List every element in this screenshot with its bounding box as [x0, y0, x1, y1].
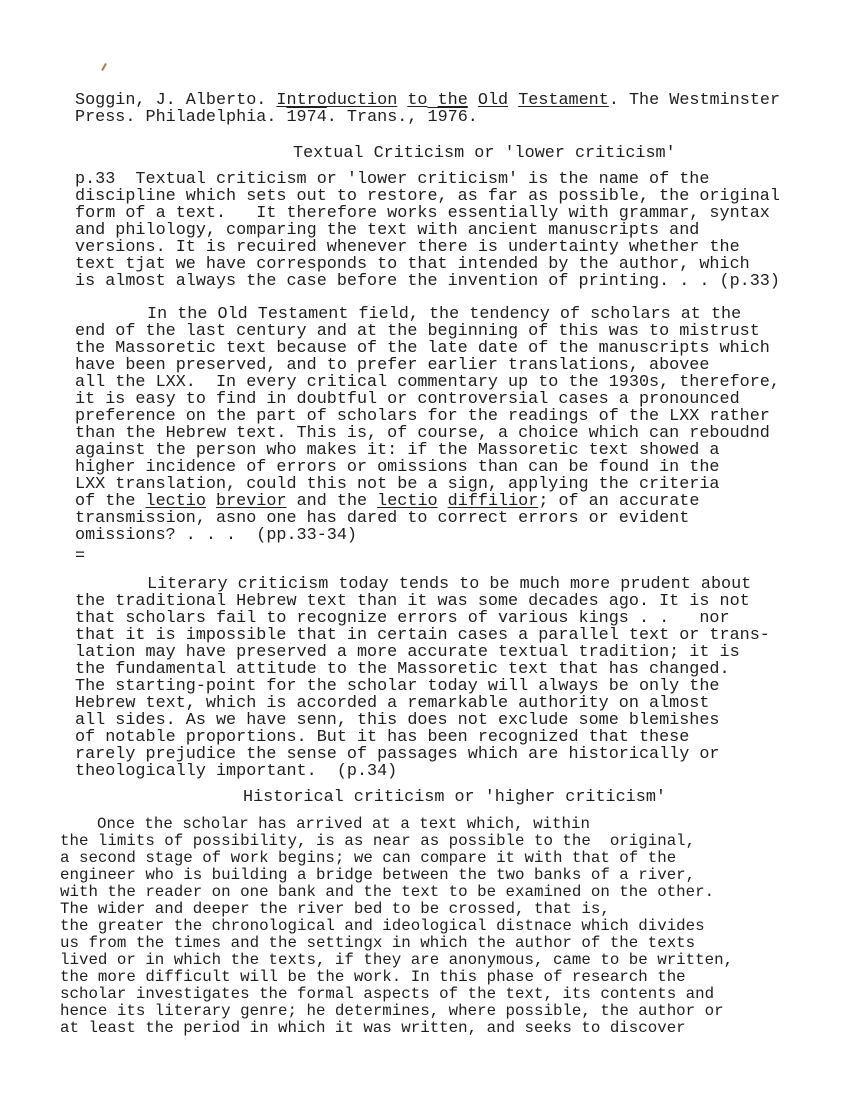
text-line: us from the times and the settingx in which the author of the texts: [60, 934, 696, 952]
text-line: lived or in which the texts, if they are anonymous, came to be written,: [60, 951, 734, 969]
paragraph-historical-criticism: [60, 816, 733, 1037]
text-line: have been preserved, and to prefer earlier translations, abovee: [75, 356, 710, 375]
text-line: Hebrew text, which is accorded a remarkable authority on almost: [75, 694, 710, 713]
text-line: form of a text. It therefore works essentially with grammar, syntax: [75, 204, 770, 223]
text-line: scholar investigates the formal aspects of the text, its contents and: [60, 985, 715, 1003]
citation-line: [75, 109, 780, 126]
underlined-title-word: diffilior: [447, 492, 539, 511]
text-line: all sides. As we have senn, this does not exclude some blemishes: [75, 711, 720, 730]
text-line: against the person who makes it: if the Massoretic text showed a: [75, 441, 720, 460]
text-segment: and the: [286, 492, 378, 511]
pen-mark: [101, 63, 107, 71]
text-line: text tjat we have corresponds to that intended by the author, which: [75, 255, 750, 274]
separator-mark: =: [75, 547, 86, 566]
text-line: a second stage of work begins; we can compare it with that of the: [60, 849, 677, 867]
text-line: end of the last century and at the beginning of this was to mistrust: [75, 322, 760, 341]
section-heading-textual-criticism: Textual Criticism or 'lower criticism': [293, 144, 676, 163]
text-segment: Press. Philadelphia.: [75, 108, 287, 127]
text-segment: . Trans.,: [326, 108, 428, 127]
text-line: discipline which sets out to restore, as far as possible, the original: [75, 187, 780, 206]
text-line: LXX translation, could this not be a sign, applying the criteria: [75, 475, 720, 494]
text-segment: Soggin, J. Alberto.: [75, 91, 277, 110]
underlined-title-word: to: [407, 91, 428, 110]
text-line: p.33 Textual criticism or 'lower criticism' is the name of the: [75, 170, 710, 189]
text-line: the more difficult will be the work. In this phase of research the: [60, 968, 686, 986]
text-line: Once the scholar has arrived at a text which, within: [97, 815, 590, 833]
text-line: the Massoretic text because of the late date of the manuscripts which: [75, 339, 770, 358]
paragraph-old-testament-field: [75, 306, 780, 544]
text-line: with the reader on one bank and the text to be examined on the other.: [60, 883, 715, 901]
text-line: the traditional Hebrew text than it was some decades ago. It is not: [75, 592, 750, 611]
section-heading-historical-criticism: Historical criticism or 'higher criticism': [243, 788, 666, 807]
paragraph-literary-criticism: [75, 576, 770, 780]
citation: [75, 92, 780, 126]
text-line: and philology, comparing the text with ancient manuscripts and: [75, 221, 700, 240]
text-line: The starting-point for the scholar today will always be only the: [75, 677, 720, 696]
text-segment: 1974: [286, 108, 327, 127]
text-line: engineer who is building a bridge between the two banks of a river,: [60, 866, 696, 884]
underlined-title-word: lectio: [145, 492, 206, 511]
text-line: theologically important. (p.34): [75, 762, 398, 781]
text-line: that it is impossible that in certain cases a parallel text or trans-: [75, 626, 770, 645]
text-line: hence its literary genre; he determines, where possible, the author or: [60, 1002, 724, 1020]
text-line: The wider and deeper the river bed to be crossed, that is,: [60, 900, 610, 918]
text-segment: ; of an accurate: [538, 492, 700, 511]
citation-line: [75, 92, 780, 109]
text-line: preference on the part of scholars for the readings of the LXX rather: [75, 407, 770, 426]
text-line: lation may have preserved a more accurate textual tradition; it is: [75, 643, 740, 662]
text-line: rarely prejudice the sense of passages which are historically or: [75, 745, 720, 764]
underlined-title-word: Introduction: [276, 91, 398, 110]
underlined-title-word: Testament: [518, 91, 609, 110]
text-line: that scholars fail to recognize errors of various kings . . nor: [75, 609, 730, 628]
underlined-title-word: the: [437, 91, 468, 110]
text-line: the limits of possibility, is as near as possible to the original,: [60, 832, 696, 850]
text-line: versions. It is recuired whenever there is undertainty whether the: [75, 238, 740, 257]
text-line: In the Old Testament field, the tendency of scholars at the: [147, 305, 742, 324]
paragraph-textual-criticism: [75, 171, 780, 290]
text-line: [75, 493, 780, 510]
text-line: the fundamental attitude to the Massoretic text that has changed.: [75, 660, 730, 679]
underlined-title-word: Old: [477, 91, 509, 110]
text-line: of notable proportions. But it has been recognized that these: [75, 728, 690, 747]
text-segment: .: [467, 108, 478, 127]
text-line: higher incidence of errors or omissions than can be found in the: [75, 458, 720, 477]
text-line: is almost always the case before the invention of printing. . . (p.33): [75, 272, 780, 291]
text-line: at least the period in which it was written, and seeks to discover: [60, 1019, 686, 1037]
text-segment: of the: [75, 492, 146, 511]
text-segment: 1976: [427, 108, 468, 127]
text-line: transmission, asno one has dared to correct errors or evident: [75, 509, 690, 528]
text-segment: . The Westminster: [608, 91, 781, 110]
text-segment: [508, 91, 518, 110]
text-line: omissions? . . . (pp.33-34): [75, 526, 357, 545]
text-line: it is easy to find in doubtful or controversial cases a pronounced: [75, 390, 740, 409]
text-line: Literary criticism today tends to be much more prudent about: [147, 575, 752, 594]
text-line: the greater the chronological and ideological distnace which divides: [60, 917, 705, 935]
underlined-title-word: lectio: [377, 492, 438, 511]
text-line: than the Hebrew text. This is, of course, a choice which can reboudnd: [75, 424, 770, 443]
text-line: all the LXX. In every critical commentary up to the 1930s, therefore,: [75, 373, 780, 392]
underlined-title-word: brevior: [216, 492, 287, 511]
